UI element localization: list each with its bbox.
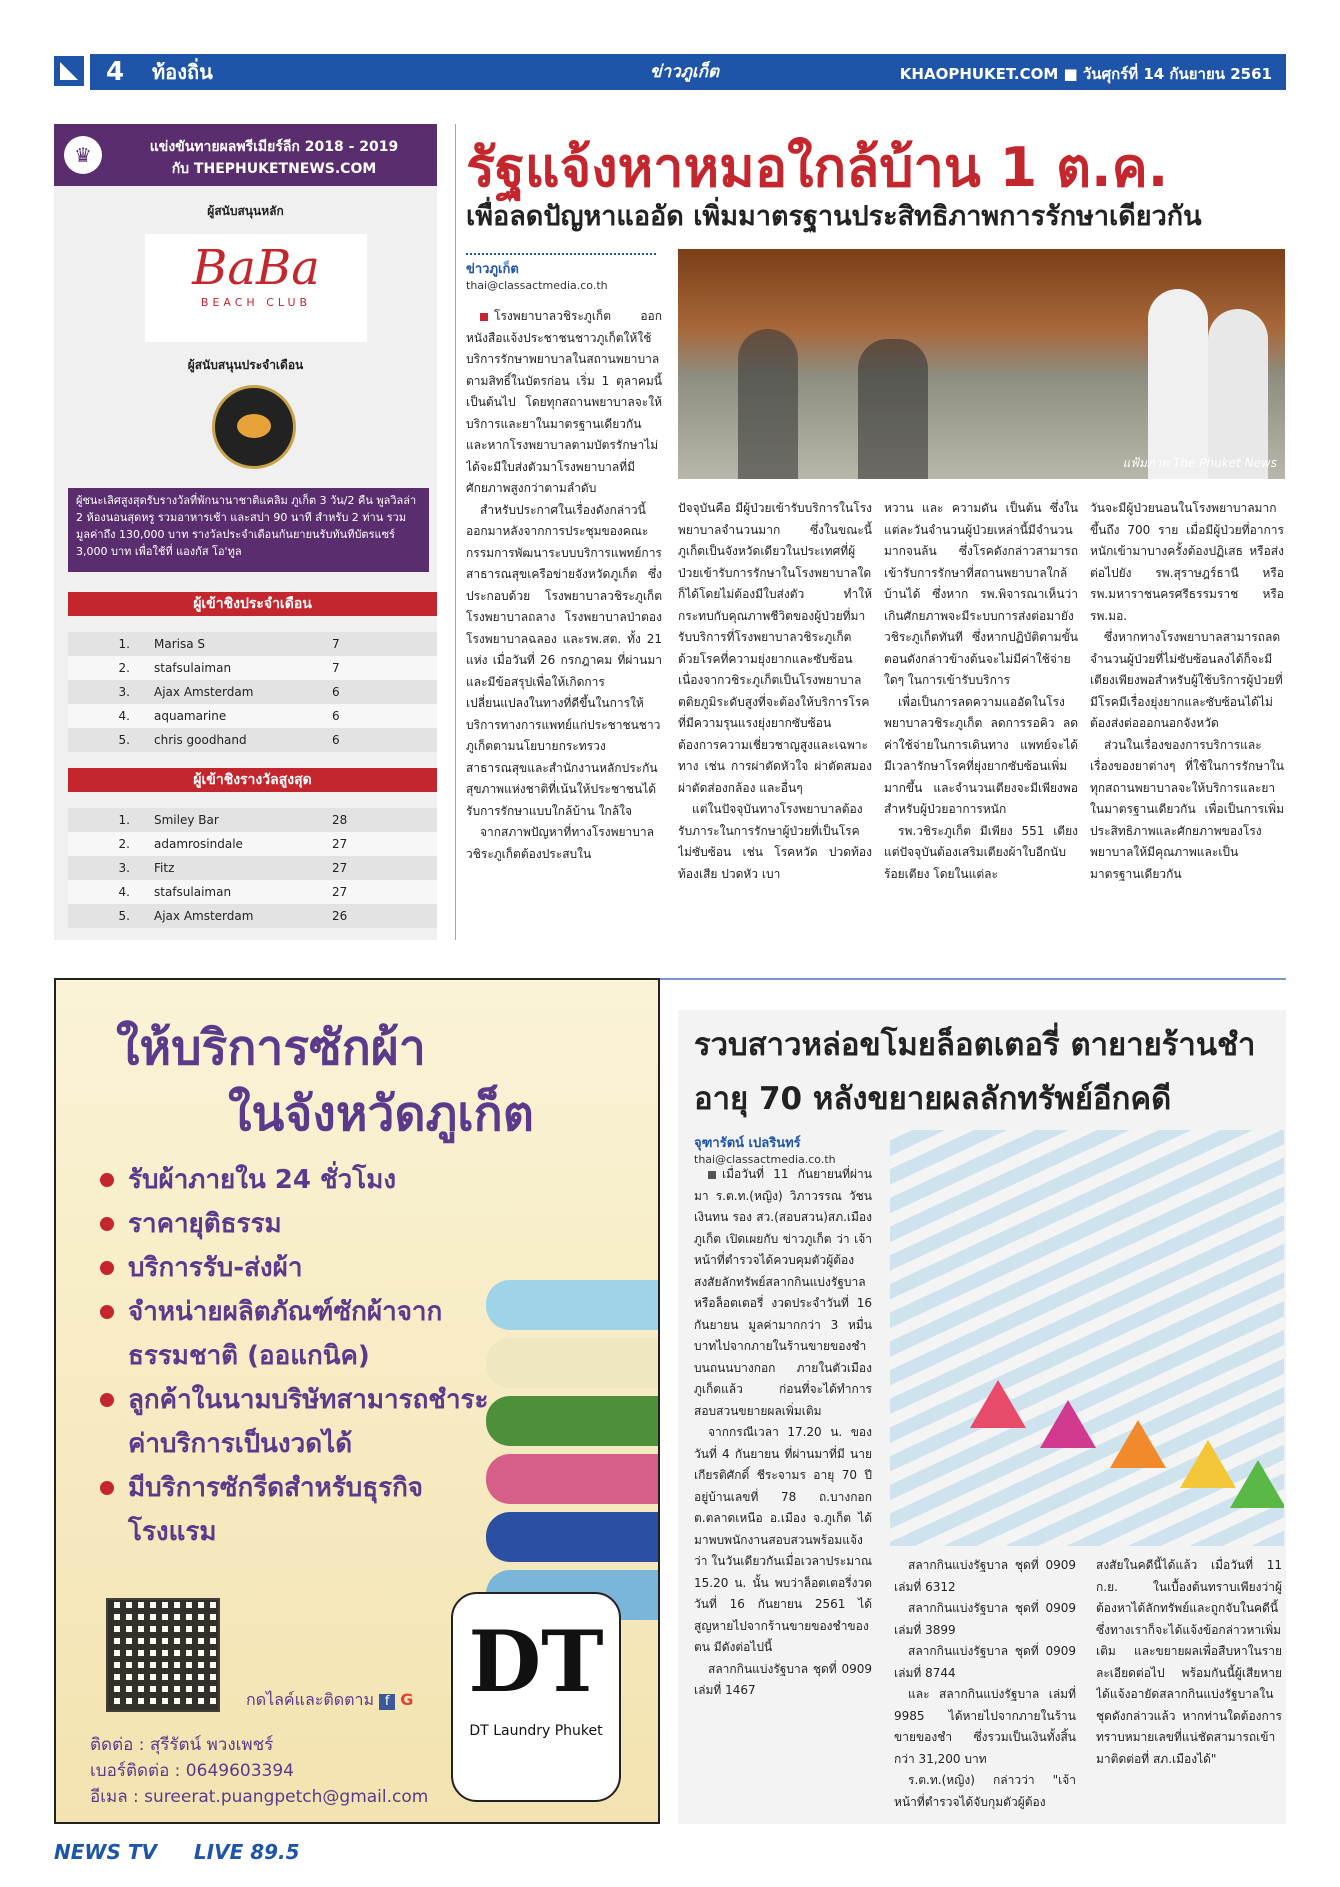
google-icon[interactable]: G bbox=[400, 1690, 414, 1709]
paragraph: สำหรับประกาศในเรื่องดังกล่าวนี้ ออกมาหลังจากการประชุมของคณะกรรมการพัฒนาระบบบริการแพทย์การสาธารณสุขเครือข่ายจังหวัดภูเก็ต ซึ่งประกอบด้วย โรงพยาบาลวชิระภูเก็ต โรงพยาบาลถลาง โรงพยาบาลป่าตอง โรงพยาบาลฉลอง และรพ.สต. ทั้ง 21 แห่ง เมื่อวันที่ 26 กรกฎาคม ที่ผ่านมา และมีข้อสรุปเพื่อให้เกิดการเปลี่ยนแปลงในทางที่ดีขึ้นในการให้บริการทางการแพทย์แก่ประชาชนชาวภูเก็ตตามนโยบายกระทรวงสาธารณสุขและสำนักงานหลักประกันสุขภาพแห่งชาติที่เน้นให้ประชาชนได้รับการรักษาแบบใกล้บ้าน ใกล้ใจ bbox=[466, 502, 662, 818]
qr-code[interactable] bbox=[106, 1598, 220, 1712]
table-row: 3. Ajax Amsterdam 6 bbox=[68, 680, 437, 704]
table-row: 1. Marisa S 7 bbox=[68, 632, 437, 656]
byline-name: ข่าวภูเก็ต bbox=[466, 262, 519, 277]
page-header bbox=[90, 54, 1286, 90]
brand-name: DT Laundry Phuket bbox=[469, 1723, 603, 1739]
list-item: ลูกค้าในนามบริษัทสามารถชำระค่าบริการเป็นงวดได้ bbox=[100, 1378, 500, 1466]
paragraph: เมื่อวันที่ 11 กันยายนที่ผ่านมา ร.ต.ท.(หญิง) วิภาวรรณ วัชนเงินทน รอง สว.(สอบสวน)สภ.เมืองภูเก็ต เปิดเผยกับ ข่าวภูเก็ต ว่า เจ้าหน้าที่ตำรวจได้ควบคุมตัวผู้ต้องสงสัยลักทรัพย์สลากกินแบ่งรัฐบาลหรือล็อตเตอรี่ งวดประจำวันที่ 16 กันยายน มูลค่ามากกว่า 3 หมื่นบาทไปจากภายในร้านขายของชำ บนถนนบางกอก ภายในตัวเมืองภูเก็ตแล้ว ก่อนที่จะได้ทำการสอบสวนขยายผลเพิ่มเติม bbox=[694, 1167, 872, 1418]
towel bbox=[486, 1454, 660, 1504]
table-row: 2. adamrosindale 27 bbox=[68, 832, 437, 856]
paragraph: สลากกินแบ่งรัฐบาล ชุดที่ 0909 เล่มที่ 3899 bbox=[894, 1601, 1076, 1637]
main-subhead: เพื่อลดปัญหาแออัด เพิ่มมาตรฐานประสิทธิภาพการรักษาเดียวกัน bbox=[466, 201, 1202, 232]
byline-name: จุฑารัตน์ เปลรินทร์ bbox=[694, 1136, 801, 1151]
ad-title-line1: ให้บริการซักผ้า bbox=[116, 1020, 426, 1076]
paragraph: และ สลากกินแบ่งรัฐบาล เล่มที่ 9985 ได้หายไปจากภายในร้านขายของชำ ซึ่งรวมเป็นเงินทั้งสิ้นกว่า 31,200 บาท bbox=[894, 1687, 1076, 1766]
footer-logos bbox=[54, 1840, 300, 1864]
paragraph: โรงพยาบาลวชิระภูเก็ต ออกหนังสือแจ้งประชาชนชาวภูเก็ตให้ใช้บริการรักษาพยาบาลในสถานพยาบาลตามสิทธิ์ในบัตรก่อน เริ่ม 1 ตุลาคมนี้ เป็นต้นไป โดยทุกสถานพยาบาลจะให้บริการและยาในมาตรฐานเดียวกัน และหากโรงพยาบาลตามบัตรรักษาไม่ได้จะมีใบส่งตัวมาโรงพยาบาลที่มีศักยภาพสูงกว่าตามลำดับ bbox=[466, 309, 662, 495]
paragraph: ส่วนในเรื่องของการบริการและเรื่องของยาต่างๆ ที่ใช้ในการรักษาในทุกสถานพยาบาลจะให้บริการและยาในมาตรฐานเดียวกัน เพื่อเป็นการเพิ่มประสิทธิภาพและศักยภาพของโรงพยาบาลให้มีคุณภาพและเป็นมาตรฐานเดียวกัน bbox=[1090, 737, 1284, 881]
page-number: 4 bbox=[106, 57, 125, 87]
paragraph: สงสัยในคดีนี้ได้แล้ว เมื่อวันที่ 11 ก.ย. ในเบื้องต้นทราบเพียงว่าผู้ต้องหาได้ลักทรัพย์และถูกจับในคดีนี้ ซึ่งทางเราก็จะได้แจ้งข้อกล่าวหาเพิ่มเติม และขยายผลเพื่อสืบหาในรายละเอียดต่อไป พร้อมกันนี้ผู้เสียหายได้แจ้งอายัดสลากกินแบ่งรัฐบาลในชุดดังกล่าวแล้ว หากท่านใดต้องการทราบหมายเลขที่แน่ชัดสามารถเข้ามาติดต่อที่ สภ.เมืองได้" bbox=[1096, 1558, 1282, 1766]
paragraph: จากกรณีเวลา 17.20 น. ของวันที่ 4 กันยายน ที่ผ่านมาที่มี นายเกียรติศักดิ์ ชีระจามร อายุ 70 ปี อยู่บ้านเลขที่ 78 ถ.บางกอก ต.ตลาดเหนือ อ.เมือง จ.ภูเก็ต ได้มาพบพนักงานสอบสวนพร้อมแจ้งว่า ในวันเดียวกันเมื่อเวลาประมาณ 15.20 น. นั้น พบว่าล็อตเตอรี่งวดวันที่ 16 กันยายน 2561 ได้สูญหายไปจากร้านขายของชำของตน มีดังต่อไปนี้ bbox=[694, 1425, 872, 1654]
main-sponsor-label: ผู้สนับสนุนหลัก bbox=[207, 204, 284, 218]
paragraph: รพ.วชิระภูเก็ต มีเพียง 551 เตียง แต่ปัจจุบันต้องเสริมเตียงผ้าใบอีกนับร้อยเตียง โดยในแต่ละ bbox=[884, 823, 1078, 881]
news-tv-logo[interactable]: NEWS TV bbox=[54, 1840, 157, 1864]
list-item: ราคายุติธรรม bbox=[100, 1202, 500, 1246]
contact-email[interactable]: อีเมล : sureerat.puangpetch@gmail.com bbox=[90, 1787, 429, 1807]
baba-logo: BaBa BEACH CLUB bbox=[145, 234, 367, 342]
lottery-column-3 bbox=[1096, 1555, 1282, 1817]
service-list bbox=[100, 1158, 500, 1554]
bullet-square-icon bbox=[480, 313, 488, 321]
top-leaderboard bbox=[68, 808, 437, 928]
main-article-column-1 bbox=[466, 306, 662, 946]
photo-caption: แฟ้มภาพ The Phuket News bbox=[1122, 456, 1277, 470]
premier-league-banner bbox=[54, 124, 437, 186]
list-item: จำหน่ายผลิตภัณฑ์ซักผ้าจากธรรมชาติ (ออแกนิค) bbox=[100, 1290, 500, 1378]
social-follow[interactable]: กดไลค์และติดตาม f G bbox=[246, 1690, 414, 1709]
towel bbox=[486, 1396, 660, 1446]
table-row: 2. stafsulaiman 7 bbox=[68, 656, 437, 680]
lottery-column-1 bbox=[694, 1164, 872, 1814]
paragraph: เพื่อเป็นการลดความแออัดในโรงพยาบาลวชิระภูเก็ต ลดการรอคิว ลดค่าใช้จ่ายในการเดินทาง แพทย์จะได้มีเวลารักษาโรคที่ยุ่งยากซับซ้อนเพิ่มมากขึ้น และจำนวนเตียงจะมีเพียงพอสำหรับผู้ป่วยอาการหนัก bbox=[884, 694, 1078, 816]
main-headline: รัฐแจ้งหาหมอใกล้บ้าน 1 ต.ค. bbox=[466, 136, 1169, 199]
towel bbox=[486, 1512, 660, 1562]
paragraph: หวาน และ ความดัน เป็นต้น ซึ่งในแต่ละวันจำนวนผู้ป่วยเหล่านี้มีจำนวนมากจนล้น ซึ่งโรคดังกล่าวสามารถเข้ารับการรักษาที่สถานพยาบาลใกล้บ้านได้ ซึ่งหาก รพ.พิจารณาเห็นว่าเกินศักยภาพจะมีระบบการส่งต่อมายังวชิระภูเก็ตทันที ซึ่งหากปฏิบัติตามขั้นตอนดังกล่าวข้างต้นจะไม่มีค่าใช้จ่ายใดๆ ในการเข้ารับบริการ bbox=[884, 501, 1078, 687]
paragraph: สลากกินแบ่งรัฐบาล ชุดที่ 0909 เล่มที่ 1467 bbox=[694, 1661, 872, 1697]
paragraph: ซึ่งหากทางโรงพยาบาลสามารถลดจำนวนผู้ป่วยที่ไม่ซับซ้อนลงได้ก็จะมีเตียงเพียงพอสำหรับผู้ใช้บริการผู้ป่วยที่มีโรคมีเรื่องยุ่งยากและซับซ้อนได้ไม่ต้องส่งต่อออกนอกจังหวัด bbox=[1090, 630, 1283, 730]
table-row: 4. aquamarine 6 bbox=[68, 704, 437, 728]
site-date[interactable]: KHAOPHUKET.COM ■ วันศุกร์ที่ 14 กันยายน 2561 bbox=[899, 65, 1272, 83]
section-title: ท้องถิ่น bbox=[152, 60, 213, 84]
paragraph: สลากกินแบ่งรัฐบาล ชุดที่ 0909 เล่มที่ 8744 bbox=[894, 1644, 1076, 1680]
paragraph: ร.ต.ท.(หญิง) กล่าวว่า "เจ้าหน้าที่ตำรวจได้จับกุมตัวผู้ต้อง bbox=[894, 1773, 1076, 1809]
top-leaderboard-header: ผู้เข้าชิงรางวัลสูงสุด bbox=[68, 768, 437, 792]
live-radio-logo[interactable]: LIVE 89.5 bbox=[193, 1840, 300, 1864]
paragraph: จากสภาพปัญหาที่ทางโรงพยาบาลวชิระภูเก็ตต้องประสบใน bbox=[466, 825, 654, 861]
monthly-leaderboard bbox=[68, 632, 437, 752]
table-row: 5. Ajax Amsterdam 26 bbox=[68, 904, 437, 928]
laundry-advertisement[interactable] bbox=[54, 978, 660, 1824]
list-item: รับผ้าภายใน 24 ชั่วโมง bbox=[100, 1158, 500, 1202]
angus-otooles-logo bbox=[212, 385, 296, 469]
bullet-square-icon bbox=[708, 1171, 716, 1179]
lottery-tickets-photo bbox=[890, 1130, 1284, 1546]
byline-email[interactable]: thai@classactmedia.co.th bbox=[466, 279, 608, 292]
lottery-headline: รวบสาวหล่อขโมยล็อตเตอรี่ ตายายร้านชำ อายุ 70 หลังขยายผลลักทรัพย์อีกคดี bbox=[694, 1027, 1256, 1117]
premier-league-icon: ♛ bbox=[64, 136, 102, 174]
monthly-leaderboard-header: ผู้เข้าชิงประจำเดือน bbox=[68, 592, 437, 616]
paragraph: สลากกินแบ่งรัฐบาล ชุดที่ 0909 เล่มที่ 6312 bbox=[894, 1558, 1076, 1594]
table-row: 5. chris goodhand 6 bbox=[68, 728, 437, 752]
promo-text: ผู้ชนะเลิศสูงสุดรับรางวัลที่พักนานาชาติแคลิม ภูเก็ต 3 วัน/2 คืน พูลวิลล่า 2 ห้องนอนสุดหรู รวมอาหารเช้า และสปา 90 นาที สำหรับ 2 ท่าน รวมมูลค่าถึง 130,000 บาท รางวัลประจำเดือนกันยายนรับทันทีบัตรแซร์ 3,000 บาท เพื่อใช้ที่ แองกัส โอ'ทูล bbox=[68, 488, 429, 572]
list-item: มีบริการซักรีดสำหรับธุรกิจโรงแรม bbox=[100, 1466, 500, 1554]
masthead-logo: ข่าวภูเก็ต bbox=[650, 62, 720, 82]
contact-phone[interactable]: เบอร์ติดต่อ : 0649603394 bbox=[90, 1761, 294, 1781]
contact-name: ติดต่อ : สุรีรัตน์ พวงเพชร์ bbox=[90, 1735, 274, 1755]
table-row: 1. Smiley Bar 28 bbox=[68, 808, 437, 832]
hospital-photo bbox=[678, 249, 1285, 479]
towel bbox=[486, 1280, 660, 1330]
main-article-column-2 bbox=[678, 498, 872, 942]
paragraph: แต่ในปัจจุบันทางโรงพยาบาลต้องรับภาระในการรักษาผู้ป่วยที่เป็นโรคไม่ซับซ้อน เช่น โรคหวัด ปวดท้อง ท้องเสีย ปวดหัว เบา bbox=[678, 802, 872, 881]
main-article-column-3 bbox=[884, 498, 1078, 942]
monthly-sponsor-label: ผู้สนับสนุนประจำเดือน bbox=[187, 358, 304, 372]
list-item: บริการรับ-ส่งผ้า bbox=[100, 1246, 500, 1290]
facebook-icon[interactable]: f bbox=[379, 1694, 395, 1710]
ad-contact-info bbox=[90, 1732, 428, 1810]
column-divider bbox=[455, 124, 456, 940]
dt-laundry-logo: DT DT Laundry Phuket bbox=[451, 1592, 621, 1802]
paragraph: ปัจจุบันคือ มีผู้ป่วยเข้ารับบริการในโรงพยาบาลจำนวนมาก ซึ่งในขณะนี้ภูเก็ตเป็นจังหวัดเดียวในประเทศที่ผู้ป่วยเข้ารับการรักษาในโรงพยาบาลใดก็ได้โดยไม่ต้องมีใบส่งตัว ทำให้กระทบกับคุณภาพชีวิตของผู้ป่วยที่มารับบริการที่โรงพยาบาลวชิระภูเก็ต ด้วยโรคที่ความยุ่งยากและซับซ้อน เนื่องจากวชิระภูเก็ตเป็นโรงพยาบาลตติยภูมิระดับสูงที่จะต้องให้บริการโรคที่มีความรุนแรงยุ่งยากซับซ้อนต้องการความเชี่ยวชาญสูงและเฉพาะทาง เช่น การผ่าตัดหัวใจ ผ่าตัดสมอง ผ่าตัดส่องกล้อง และอื่นๆ bbox=[678, 501, 872, 795]
banner-subtitle[interactable]: กับ THEPHUKETNEWS.COM bbox=[171, 161, 377, 177]
lottery-byline bbox=[694, 1132, 884, 1166]
ad-title-line2: ในจังหวัดภูเก็ต bbox=[228, 1086, 534, 1142]
table-row: 4. stafsulaiman 27 bbox=[68, 880, 437, 904]
main-byline bbox=[466, 253, 656, 292]
banner-title: แข่งขันทายผลพรีเมียร์ลีก 2018 - 2019 bbox=[149, 139, 399, 155]
main-article-column-4 bbox=[1090, 498, 1284, 942]
header-corner-mark bbox=[54, 56, 84, 86]
table-row: 3. Fitz 27 bbox=[68, 856, 437, 880]
byline-email[interactable]: thai@classactmedia.co.th bbox=[694, 1153, 836, 1166]
towel bbox=[486, 1338, 660, 1388]
lottery-column-2 bbox=[894, 1555, 1076, 1817]
paragraph: วันจะมีผู้ป่วยนอนในโรงพยาบาลมากขึ้นถึง 700 ราย เมื่อมีผู้ป่วยที่อาการหนักเข้ามาบางครั้งต้องปฏิเสธ หรือส่งต่อไปยัง รพ.สุราษฎร์ธานี หรือ รพ.มหาราชนครศรีธรรมราช หรือ รพ.มอ. bbox=[1090, 501, 1284, 623]
